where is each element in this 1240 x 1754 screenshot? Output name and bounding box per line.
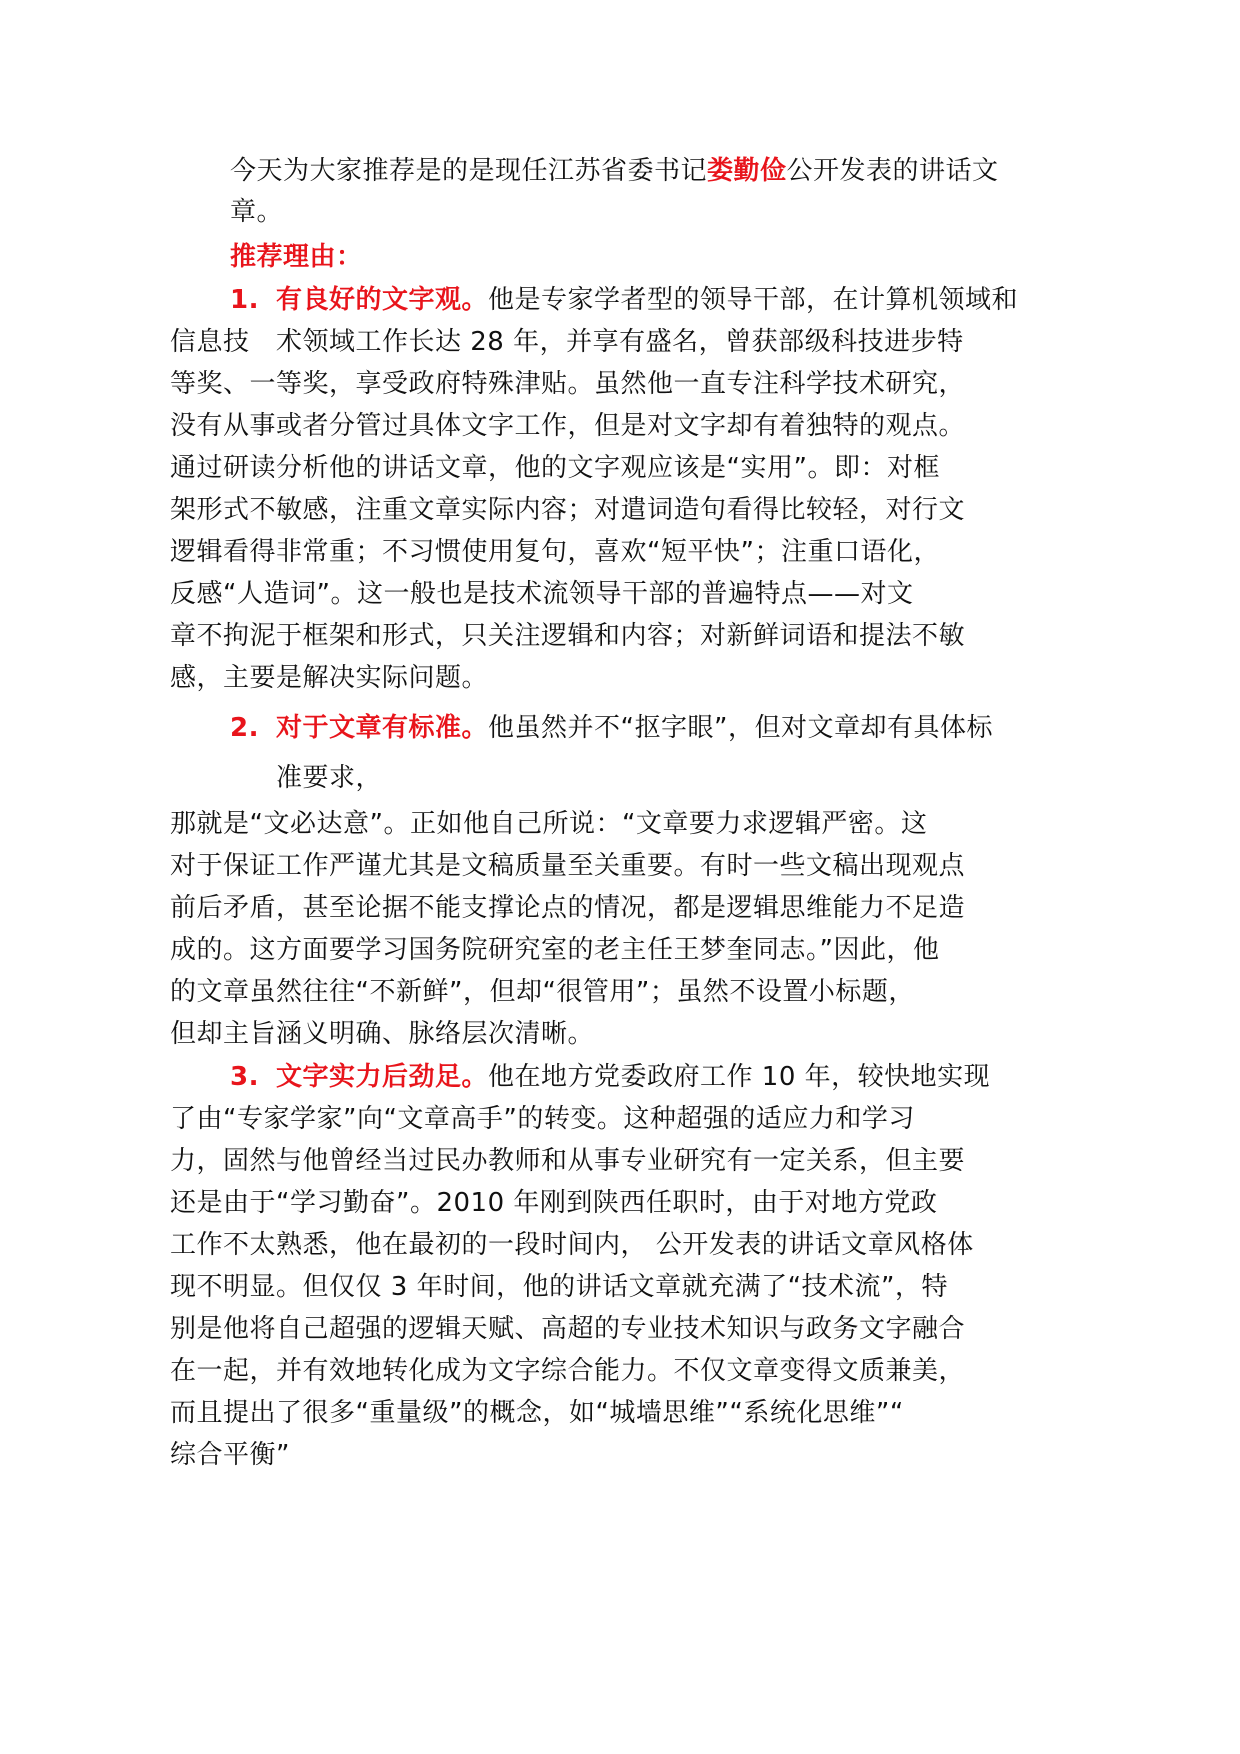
intro-continuation: 章。: [230, 197, 284, 227]
reason-2-line: 那就是“文必达意”。正如他自己所说：“文章要力求逻辑严密。这: [170, 809, 928, 839]
reason-2-line: 对于保证工作严谨尤其是文稿质量至关重要。有时一些文稿出现观点: [170, 851, 966, 881]
intro-text-after: 公开发表的讲话文: [786, 156, 999, 186]
reason-1-line: 章不拘泥于框架和形式，只关注逻辑和内容；对新鲜词语和提法不敏: [170, 621, 966, 651]
reason-2-line: 的文章虽然往往“不新鲜”，但却“很管用”；虽然不设置小标题，: [170, 977, 915, 1007]
reasons-heading: 推荐理由：: [230, 242, 363, 272]
reason-2-first-line: [230, 708, 993, 748]
reason-3-heading: 文字实力后劲足。: [276, 1062, 489, 1092]
reason-3-line: 而且提出了很多“重量级”的概念，如“城墙思维”“系统化思维”“: [170, 1398, 904, 1428]
reason-3-line: 现不明显。但仅仅 3 年时间，他的讲话文章就充满了“技术流”，特: [170, 1272, 949, 1302]
reason-1-line: 通过研读分析他的讲话文章，他的文字观应该是“实用”。即：对框: [170, 453, 940, 483]
intro-name: 娄勤俭: [707, 156, 787, 186]
reason-2-line: 成的。这方面要学习国务院研究室的老主任王梦奎同志。”因此，他: [170, 935, 940, 965]
reason-1-number: 1.: [230, 285, 259, 315]
reason-2-heading: 对于文章有标准。: [276, 713, 489, 743]
reason-1-first-line: [230, 280, 1018, 320]
reason-3-first-text: 他在地方党委政府工作 10 年，较快地实现: [488, 1062, 991, 1092]
reason-3-line: 了由“专家学家”向“文章高手”的转变。这种超强的适应力和学习: [170, 1104, 915, 1134]
reason-1-heading: 有良好的文字观。: [276, 285, 489, 315]
reason-2-line: 但却主旨涵义明确、脉络层次清晰。: [170, 1019, 595, 1049]
reason-3-line: 工作不太熟悉，他在最初的一段时间内， 公开发表的讲话文章风格体: [170, 1230, 974, 1260]
intro-line: [230, 151, 999, 191]
reason-3-line: 还是由于“学习勤奋”。2010 年刚到陕西任职时，由于对地方党政: [170, 1188, 938, 1218]
reason-1-first-text: 他是专家学者型的领导干部，在计算机领域和: [488, 285, 1019, 315]
reason-3-line: 力，固然与他曾经当过民办教师和从事专业研究有一定关系，但主要: [170, 1146, 966, 1176]
reason-3-first-line: [230, 1057, 990, 1097]
reason-1-line: 架形式不敏感，注重文章实际内容；对遣词造句看得比较轻，对行文: [170, 495, 966, 525]
intro-text-before: 今天为大家推荐是的是现任江苏省委书记: [230, 156, 708, 186]
reason-1-line: 没有从事或者分管过具体文字工作，但是对文字却有着独特的观点。: [170, 411, 966, 441]
reason-3-line: 在一起，并有效地转化成为文字综合能力。不仅文章变得文质兼美，: [170, 1356, 966, 1386]
reason-2-line: 前后矛盾，甚至论据不能支撑论点的情况，都是逻辑思维能力不足造: [170, 893, 966, 923]
reason-3-number: 3.: [230, 1062, 259, 1092]
reason-3-line: 综合平衡”: [170, 1440, 290, 1470]
reason-1-line: 逻辑看得非常重；不习惯使用复句，喜欢“短平快”；注重口语化，: [170, 537, 940, 567]
reason-1-line: 信息技 术领域工作长达 28 年，并享有盛名，曾获部级科技进步特: [170, 327, 964, 357]
reason-1-line: 反感“人造词”。这一般也是技术流领导干部的普遍特点——对文: [170, 579, 914, 609]
reason-2-second-line: 准要求，: [276, 763, 383, 793]
reason-1-line: 感，主要是解决实际问题。: [170, 663, 489, 693]
reason-1-line: 等奖、一等奖，享受政府特殊津贴。虽然他一直专注科学技术研究，: [170, 369, 966, 399]
reason-2-first-text: 他虽然并不“抠字眼”，但对文章却有具体标: [488, 713, 993, 743]
reason-3-line: 别是他将自己超强的逻辑天赋、高超的专业技术知识与政务文字融合: [170, 1314, 966, 1344]
reason-2-number: 2.: [230, 713, 259, 743]
